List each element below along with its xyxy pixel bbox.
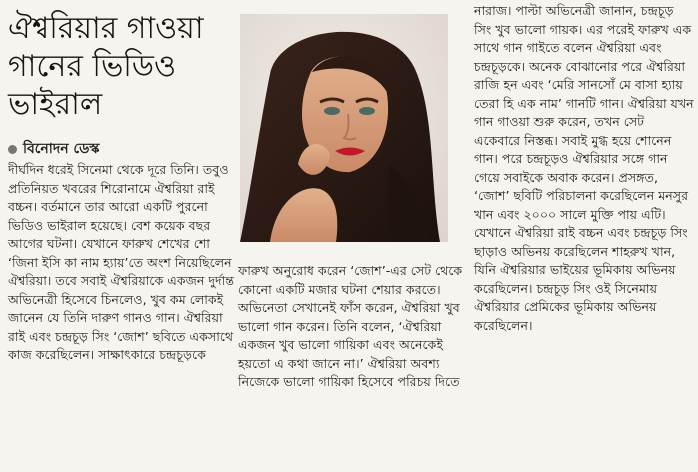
bullet-icon xyxy=(8,145,17,154)
byline xyxy=(8,140,234,158)
portrait-photo-icon xyxy=(240,14,448,242)
column-1-text: দীর্ঘদিন ধরেই সিনেমা থেকে দূরে তিনি। তবুও প্রতিনিয়ত খবরের শিরোনামে ঐশ্বরিয়া রাই বচ্চন। বর্তমানে তার আরো একটি পুরনো ভিডিও ভাইরাল হয়েছে। বেশ কয়েক বছর আগের ঘটনা। যেখানে ফারুখ শেখের শো ‘জিনা ইসি কা নাম হ্যায়’তে অংশ নিয়েছিলেন ঐশ্বরিয়া। তবে সবাই ঐশ্বরিয়াকে একজন দুর্দান্ত অভিনেত্রী হিসেবে চিনলেও, খুব কম লোকই জানেন যে তিনি দারুণ গানও গান। ঐশ্বরিয়া রাই এবং চন্দ্রচূড় সিং ‘জোশ’ ছবিতে একসাথে কাজ করেছিলেন। সাক্ষাৎকারে চন্দ্রচূড়কে xyxy=(8,162,235,362)
headline: ঐশ্বরিয়ার গাওয়া গানের ভিডিও ভাইরাল xyxy=(8,11,204,122)
byline-label: বিনোদন ডেস্ক xyxy=(23,141,100,157)
column-3-text: নারাজ। পাল্টা অভিনেত্রী জানান, চন্দ্রচূড় সিং খুব ভালো গায়ক। এর পরেই ফারুখ এক সাথে গান গাইতে বলেন ঐশ্বরিয়া এবং চন্দ্রচূড়কে। অনেক বোঝানোর পরে ঐশ্বরিয়া রাজি হন এবং ‘মেরি সানসোঁ মে বাসা হ্যায় তেরা হি এক নাম’ গানটি গান। ঐশ্বরিয়া যখন গান গাওয়া শুরু করেন, তখন সেট একেবারে নিস্তব্ধ। সবাই মুগ্ধ হয়ে শোনেন গান। পরে চন্দ্রচূড়ও ঐশ্বরিয়ার সঙ্গে গান গেয়ে সবাইকে অবাক করেন। প্রসঙ্গত, ‘জোশ’ ছবিটি পরিচালনা করেছিলেন মনসুর খান এবং ২০০০ সালে মুক্তি পায় এটি। যেখানে ঐশ্বরিয়া রাই বচ্চন এবং চন্দ্রচূড় সিং ছাড়াও অভিনয় করেছিলেন শাহরুখ খান, যিনি ঐশ্বরিয়ার ভাইয়ের ভূমিকায় অভিনয় করেছিলেন। চন্দ্রচূড় সিং ওই সিনেমায় ঐশ্বরিয়ার প্রেমিকের ভূমিকায় অভিনয় করেছিলেন। xyxy=(474,3,694,333)
article-column-3 xyxy=(474,2,694,335)
article-column-2 xyxy=(238,262,474,392)
portrait-photo xyxy=(240,14,448,242)
article-column-1 xyxy=(8,161,236,365)
column-2-text: ফারুখ অনুরোধ করেন ‘জোশ’-এর সেট থেকে কোনো একটি মজার ঘটনা শেয়ার করতে। অভিনেতা সেখানেই ফাঁস করেন, ঐশ্বরিয়া খুব ভালো গান করেন। তিনি বলেন, ‘ঐশ্বরিয়া একজন খুব ভালো গায়িকা এবং অনেকেই হয়তো এ কথা জানে না।’ ঐশ্বরিয়া অবশ্য নিজেকে ভালো গায়িকা হিসেবে পরিচয় দিতে xyxy=(238,263,463,389)
